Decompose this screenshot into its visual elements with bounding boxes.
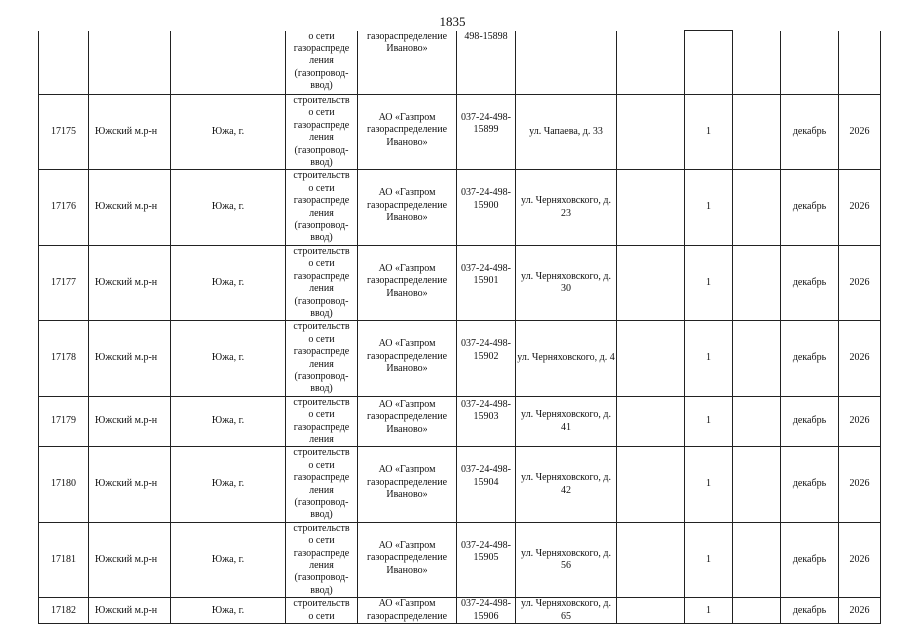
table-row — [39, 396, 881, 447]
cell-extra — [617, 245, 685, 320]
cell-address: ул. Черняховского, д. 65 — [516, 598, 617, 624]
cell-extra — [733, 447, 781, 522]
cell-district: Южский м.р-н — [89, 95, 171, 170]
cell-address: ул. Черняховского, д. 41 — [516, 396, 617, 447]
cell-num: 17175 — [39, 95, 89, 170]
cell-qty: 1 — [685, 522, 733, 597]
cell-year: 2026 — [839, 170, 881, 245]
cell-month: декабрь — [781, 95, 839, 170]
cell-extra — [617, 396, 685, 447]
cell-owner: АО «Газпром газораспределение Иваново» — [358, 522, 457, 597]
cell-code: 037-24-498-15903 — [457, 396, 516, 447]
cell-year: 2026 — [839, 245, 881, 320]
cell-address: ул. Черняховского, д. 23 — [516, 170, 617, 245]
cell-num: 17177 — [39, 245, 89, 320]
cell-address: ул. Черняховского, д. 42 — [516, 447, 617, 522]
cell-extra — [733, 95, 781, 170]
cell-extra — [617, 321, 685, 396]
cell-city: Южа, г. — [171, 95, 286, 170]
cell-district: Южский м.р-н — [89, 522, 171, 597]
cell-owner: АО «Газпром газораспределение Иваново» — [358, 95, 457, 170]
cell-year: 2026 — [839, 396, 881, 447]
cell-code: 037-24-498-15905 — [457, 522, 516, 597]
cell-year: 2026 — [839, 598, 881, 624]
cell-num: 17182 — [39, 598, 89, 624]
cell-address: ул. Чапаева, д. 33 — [516, 95, 617, 170]
cell-address: ул. Черняховского, д. 56 — [516, 522, 617, 597]
table-row — [39, 447, 881, 522]
registry-table — [38, 30, 881, 624]
cell-qty — [685, 31, 733, 95]
cell-extra — [733, 245, 781, 320]
cell-extra — [733, 522, 781, 597]
cell-qty: 1 — [685, 447, 733, 522]
cell-city: Южа, г. — [171, 522, 286, 597]
cell-qty: 1 — [685, 396, 733, 447]
cell-extra — [617, 95, 685, 170]
cell-work-type: строительств о сети газораспреде ления (газопровод- ввод) — [286, 321, 358, 396]
cell-month: декабрь — [781, 170, 839, 245]
cell-num: 17181 — [39, 522, 89, 597]
cell-extra — [733, 170, 781, 245]
cell-work-type: строительств о сети газораспреде ления (газопровод- ввод) — [286, 170, 358, 245]
cell-city: Южа, г. — [171, 598, 286, 624]
cell-work-type: строительств о сети — [286, 598, 358, 624]
cell-city: Южа, г. — [171, 170, 286, 245]
cell-city: Южа, г. — [171, 447, 286, 522]
cell-extra — [733, 321, 781, 396]
cell-owner: АО «Газпром газораспределение Иваново» — [358, 245, 457, 320]
cell-code: 037-24-498-15906 — [457, 598, 516, 624]
cell-work-type: строительств о сети газораспреде ления (газопровод- ввод) — [286, 447, 358, 522]
cell-extra — [617, 170, 685, 245]
cell-owner: АО «Газпром газораспределение Иваново» — [358, 170, 457, 245]
table-row — [39, 95, 881, 170]
cell-year: 2026 — [839, 447, 881, 522]
cell-month: декабрь — [781, 396, 839, 447]
cell-extra — [733, 396, 781, 447]
cell-owner: АО «Газпром газораспределение — [358, 598, 457, 624]
cell-month: декабрь — [781, 522, 839, 597]
cell-district: Южский м.р-н — [89, 598, 171, 624]
cell-code: 037-24-498-15902 — [457, 321, 516, 396]
cell-year — [839, 31, 881, 95]
page-number: 1835 — [439, 14, 466, 29]
cell-code: 037-24-498-15900 — [457, 170, 516, 245]
cell-work-type: строительств о сети газораспреде ления (газопровод- ввод) — [286, 245, 358, 320]
cell-owner: газораспределение Иваново» — [358, 31, 457, 95]
cell-work-type: строительств о сети газораспреде ления (газопровод- ввод) — [286, 522, 358, 597]
cell-district: Южский м.р-н — [89, 396, 171, 447]
cell-num: 17179 — [39, 396, 89, 447]
cell-work-type: строительств о сети газораспреде ления — [286, 396, 358, 447]
table-row — [39, 522, 881, 597]
cell-month: декабрь — [781, 321, 839, 396]
cell-year: 2026 — [839, 522, 881, 597]
cell-city: Южа, г. — [171, 396, 286, 447]
cell-num: 17178 — [39, 321, 89, 396]
cell-num: 17180 — [39, 447, 89, 522]
cell-extra — [617, 31, 685, 95]
cell-code: 037-24-498-15904 — [457, 447, 516, 522]
cell-district: Южский м.р-н — [89, 447, 171, 522]
cell-qty: 1 — [685, 95, 733, 170]
cell-extra — [733, 31, 781, 95]
cell-district — [89, 31, 171, 95]
cell-qty: 1 — [685, 245, 733, 320]
cell-month: декабрь — [781, 245, 839, 320]
cell-num — [39, 31, 89, 95]
cell-month — [781, 31, 839, 95]
cell-qty: 1 — [685, 321, 733, 396]
cell-qty: 1 — [685, 170, 733, 245]
cell-code: 498-15898 — [457, 31, 516, 95]
cell-year: 2026 — [839, 321, 881, 396]
cell-extra — [617, 598, 685, 624]
cell-code: 037-24-498-15899 — [457, 95, 516, 170]
cell-district: Южский м.р-н — [89, 245, 171, 320]
cell-owner: АО «Газпром газораспределение Иваново» — [358, 396, 457, 447]
cell-owner: АО «Газпром газораспределение Иваново» — [358, 447, 457, 522]
cell-month: декабрь — [781, 447, 839, 522]
table-row — [39, 170, 881, 245]
table-row — [39, 245, 881, 320]
cell-month: декабрь — [781, 598, 839, 624]
cell-work-type: о сети газораспреде ления (газопровод- ввод) — [286, 31, 358, 95]
cell-owner: АО «Газпром газораспределение Иваново» — [358, 321, 457, 396]
cell-code: 037-24-498-15901 — [457, 245, 516, 320]
cell-num: 17176 — [39, 170, 89, 245]
cell-address: ул. Черняховского, д. 30 — [516, 245, 617, 320]
cell-district: Южский м.р-н — [89, 170, 171, 245]
cell-year: 2026 — [839, 95, 881, 170]
continuation-row — [39, 31, 881, 95]
cell-work-type: строительств о сети газораспреде ления (газопровод- ввод) — [286, 95, 358, 170]
cell-extra — [617, 447, 685, 522]
cell-city: Южа, г. — [171, 321, 286, 396]
cell-extra — [733, 598, 781, 624]
cell-city: Южа, г. — [171, 245, 286, 320]
cell-address — [516, 31, 617, 95]
cell-address: ул. Черняховского, д. 4 — [516, 321, 617, 396]
table-row — [39, 598, 881, 624]
cell-extra — [617, 522, 685, 597]
cell-city — [171, 31, 286, 95]
cell-qty: 1 — [685, 598, 733, 624]
cell-district: Южский м.р-н — [89, 321, 171, 396]
table-row — [39, 321, 881, 396]
